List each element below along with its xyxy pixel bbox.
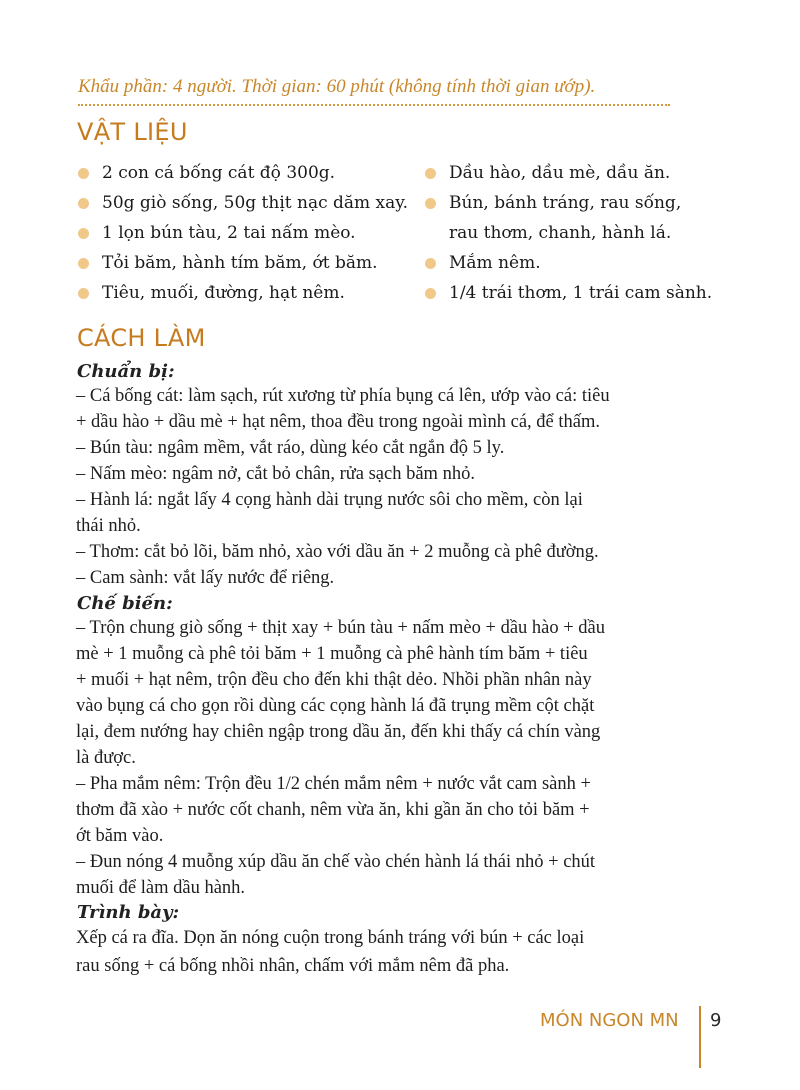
body-line: + muối + hạt nêm, trộn đều cho đến khi thật dẻo. Nhồi phần nhân này: [76, 670, 592, 690]
serve-label: Trình bày:: [77, 902, 180, 923]
bullet-icon: [425, 258, 436, 269]
body-line: thơm đã xào + nước cốt chanh, nêm vừa ăn, khi gần ăn cho tỏi băm +: [76, 800, 590, 820]
body-line: – Hành lá: ngắt lấy 4 cọng hành dài trụng nước sôi cho mềm, còn lại: [76, 490, 583, 510]
body-line: – Trộn chung giò sống + thịt xay + bún tàu + nấm mèo + dầu hào + dầu: [76, 618, 606, 638]
bullet-icon: [78, 228, 89, 239]
body-line: thái nhỏ.: [76, 516, 141, 536]
ingredient-text: Tiêu, muối, đường, hạt nêm.: [102, 283, 345, 303]
body-line: – Đun nóng 4 muỗng xúp dầu ăn chế vào chén hành lá thái nhỏ + chút: [76, 852, 596, 872]
ingredient-text-continued: rau thơm, chanh, hành lá.: [449, 223, 672, 243]
ingredients-heading: VẬT LIỆU: [77, 118, 188, 146]
method-heading: CÁCH LÀM: [77, 324, 206, 352]
page-number: 9: [710, 1010, 722, 1031]
body-line: – Cam sành: vắt lấy nước để riêng.: [76, 568, 335, 588]
body-line: vào bụng cá cho gọn rồi dùng các cọng hành lá đã trụng mềm cột chặt: [76, 696, 595, 716]
body-line: – Cá bống cát: làm sạch, rút xương từ phía bụng cá lên, ướp vào cá: tiêu: [76, 386, 610, 406]
body-line: – Bún tàu: ngâm mềm, vắt ráo, dùng kéo cắt ngắn độ 5 ly.: [76, 438, 505, 458]
prep-label: Chuẩn bị:: [77, 361, 175, 382]
body-line: – Thơm: cắt bỏ lõi, băm nhỏ, xào với dầu ăn + 2 muỗng cà phê đường.: [76, 542, 599, 562]
body-line: – Pha mắm nêm: Trộn đều 1/2 chén mắm nêm + nước vắt cam sành +: [76, 774, 591, 794]
bullet-icon: [78, 198, 89, 209]
footer-divider: [699, 1006, 701, 1068]
serving-info: Khẩu phần: 4 người. Thời gian: 60 phút (không tính thời gian ướp).: [78, 76, 596, 97]
body-line: rau sống + cá bống nhồi nhân, chấm với mắm nêm đã pha.: [76, 956, 510, 976]
body-line: ớt băm vào.: [76, 826, 164, 846]
cook-label: Chế biến:: [77, 593, 173, 614]
ingredient-text: Tỏi băm, hành tím băm, ớt băm.: [102, 253, 378, 273]
bullet-icon: [78, 258, 89, 269]
body-line: + dầu hào + dầu mè + hạt nêm, thoa đều trong ngoài mình cá, để thấm.: [76, 412, 600, 432]
ingredient-text: Dầu hào, dầu mè, dầu ăn.: [449, 163, 671, 183]
book-title: MÓN NGON MN: [540, 1010, 679, 1031]
bullet-icon: [78, 288, 89, 299]
body-line: muối để làm dầu hành.: [76, 878, 246, 898]
bullet-icon: [425, 198, 436, 209]
ingredient-text: Bún, bánh tráng, rau sống,: [449, 193, 682, 213]
body-line: là được.: [76, 748, 136, 768]
ingredient-text: Mắm nêm.: [449, 253, 541, 273]
body-line: mè + 1 muỗng cà phê tỏi băm + 1 muỗng cà phê hành tím băm + tiêu: [76, 644, 588, 664]
body-line: Xếp cá ra đĩa. Dọn ăn nóng cuộn trong bánh tráng với bún + các loại: [76, 928, 585, 948]
ingredient-text: 1/4 trái thơm, 1 trái cam sành.: [449, 283, 713, 303]
bullet-icon: [425, 168, 436, 179]
body-line: – Nấm mèo: ngâm nở, cắt bỏ chân, rửa sạch băm nhỏ.: [76, 464, 475, 484]
body-line: lại, đem nướng hay chiên ngập trong dầu ăn, đến khi thấy cá chín vàng: [76, 722, 601, 742]
ingredient-text: 1 lọn bún tàu, 2 tai nấm mèo.: [102, 223, 356, 243]
ingredient-text: 50g giò sống, 50g thịt nạc dăm xay.: [102, 193, 409, 213]
bullet-icon: [425, 288, 436, 299]
ingredient-text: 2 con cá bống cát độ 300g.: [102, 163, 336, 183]
bullet-icon: [78, 168, 89, 179]
dotted-divider: [78, 104, 670, 106]
